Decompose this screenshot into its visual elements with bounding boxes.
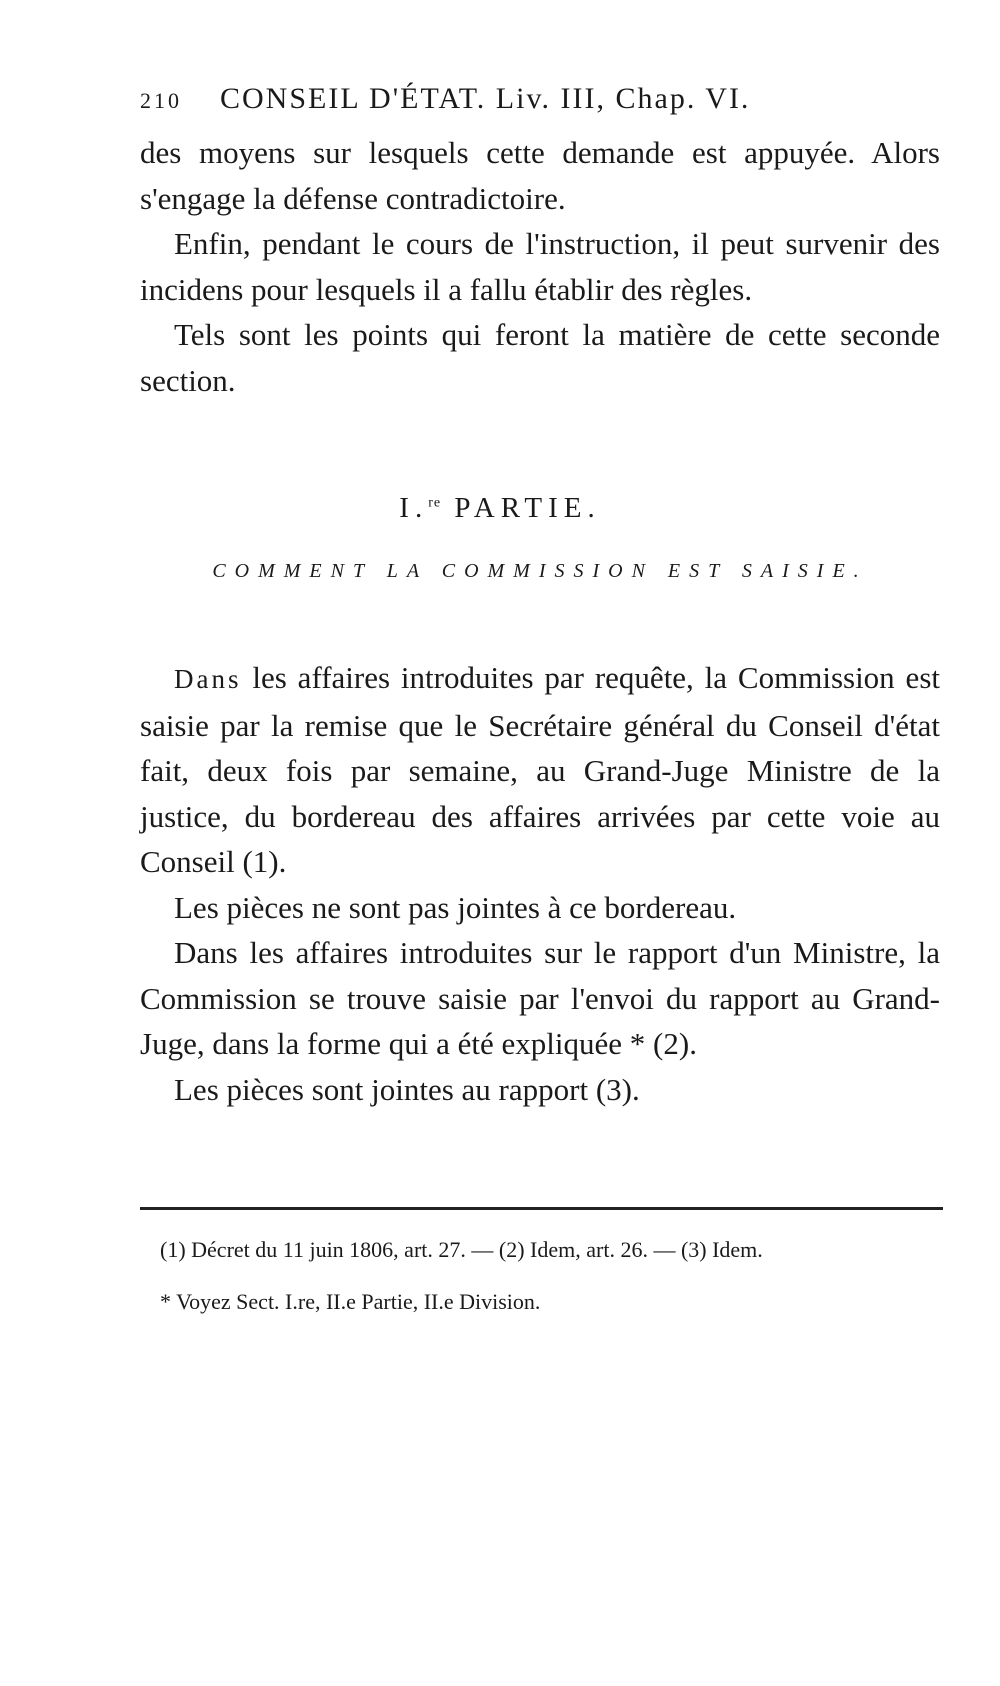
section-paragraph-4: Les pièces sont jointes au rapport (3). bbox=[174, 1071, 640, 1107]
running-header bbox=[140, 82, 870, 116]
section-paragraph-1 bbox=[140, 655, 940, 885]
paragraph-1-body: les affaires introduites par requête, la Commission est saisie par la remise que le Secrétaire général du Conseil d'état fait, deux fois par semaine, au Grand-Juge Ministre de la justice, du bordereau des affaires arrivées par cette voie au Conseil (1). bbox=[140, 660, 940, 879]
section-text bbox=[140, 655, 940, 1112]
intro-paragraph-3: Tels sont les points qui feront la matière de cette seconde section. bbox=[140, 317, 940, 398]
footnote-line-1: (1) Décret du 11 juin 1806, art. 27. — (2) Idem, art. 26. — (3) Idem. bbox=[160, 1237, 763, 1262]
part-subtitle: COMMENT LA COMMISSION EST SAISIE. bbox=[212, 560, 868, 582]
section-paragraph-2: Les pièces ne sont pas jointes à ce bordereau. bbox=[174, 889, 737, 925]
paragraph-lead-word: Dans bbox=[174, 664, 242, 694]
section-paragraph-3: Dans les affaires introduites sur le rapport d'un Ministre, la Commission se trouve saisie par l'envoi du rapport au Grand-Juge, dans la forme qui a été expliquée * (2). bbox=[140, 935, 940, 1061]
part-title-main: PARTIE. bbox=[454, 492, 601, 524]
intro-text bbox=[140, 130, 940, 403]
page-number: 210 bbox=[140, 88, 182, 113]
footnote-line-2: * Voyez Sect. I.re, II.e Partie, II.e Division. bbox=[160, 1289, 541, 1314]
part-title-prefix: I. bbox=[399, 492, 429, 524]
footnotes bbox=[160, 1224, 940, 1328]
running-title: CONSEIL D'ÉTAT. Liv. III, Chap. VI. bbox=[220, 82, 751, 115]
part-title bbox=[0, 492, 1000, 525]
part-title-superscript: re bbox=[428, 495, 442, 511]
intro-paragraph-2: Enfin, pendant le cours de l'instruction, il peut survenir des incidens pour lesquels il a fallu établir des règles. bbox=[140, 226, 940, 307]
footnote-divider bbox=[140, 1207, 943, 1210]
intro-paragraph-1: des moyens sur lesquels cette demande est appuyée. Alors s'engage la défense contradictoire. bbox=[140, 135, 940, 216]
